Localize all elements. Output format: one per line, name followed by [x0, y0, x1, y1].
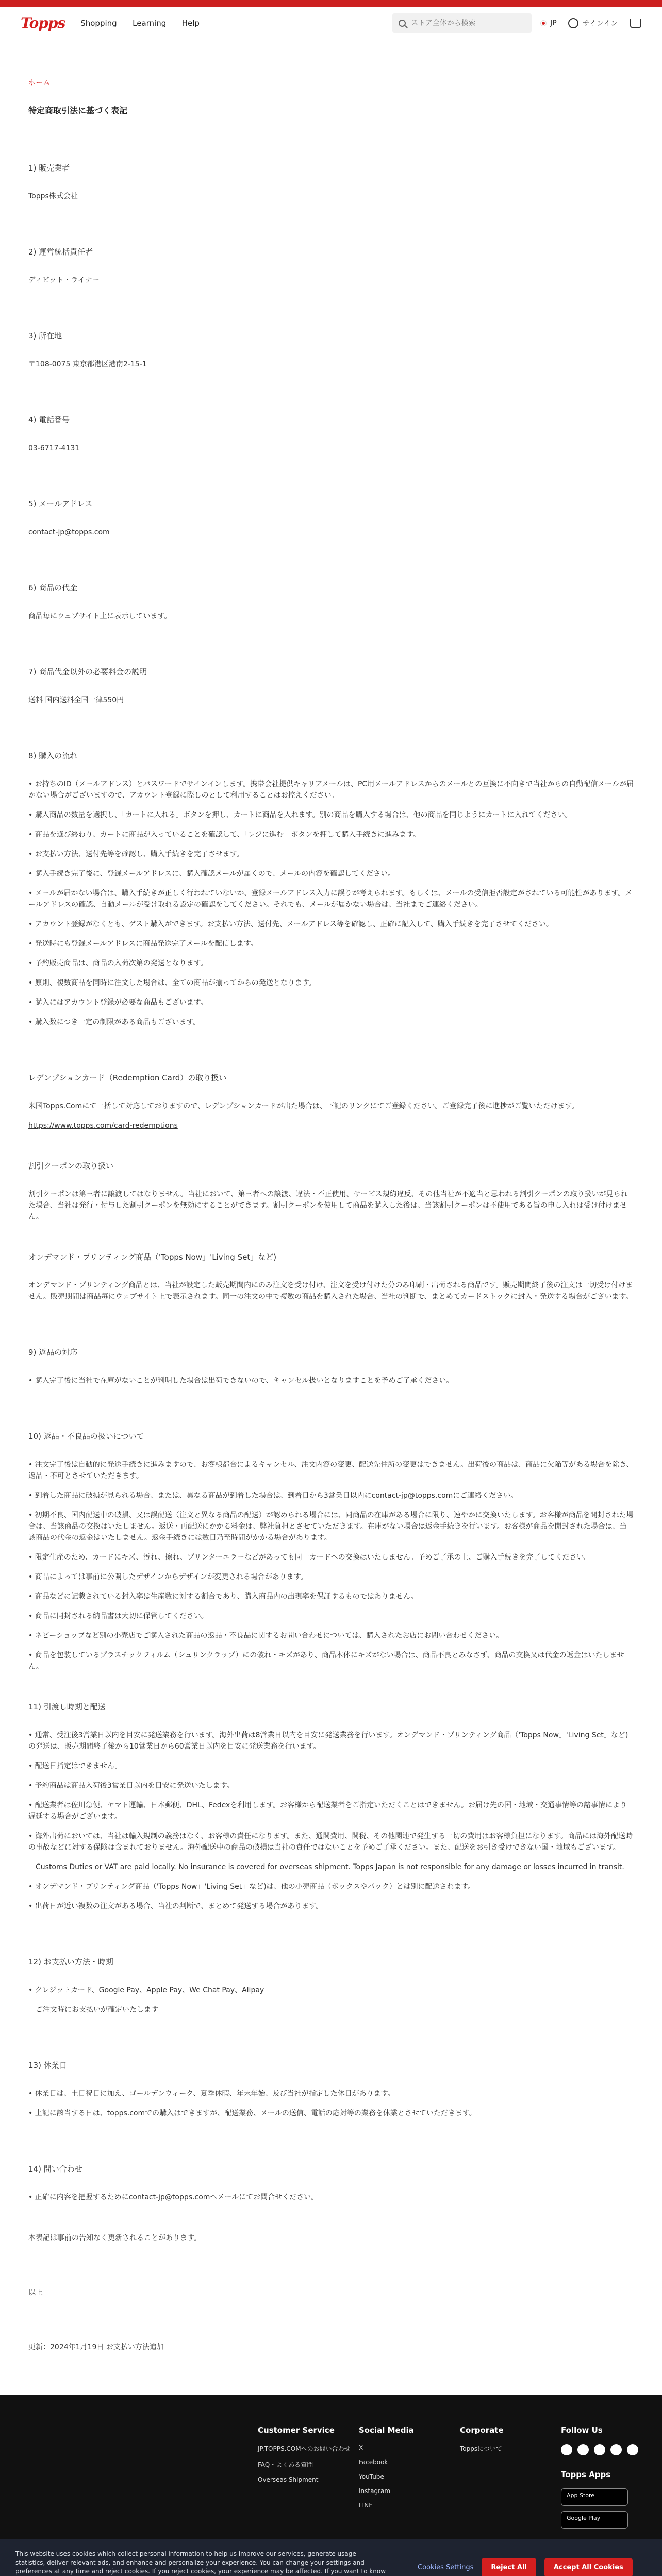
- section-heading: 1) 販売業者: [28, 163, 70, 173]
- end-mark: 以上: [28, 2289, 43, 2297]
- section-returns: [28, 1431, 634, 1672]
- section-body: オンデマンド・プリンティング商品とは、当社が設定した販売期間内にのみ注文を受け付け、注文を受け付けた分のみ印刷・出荷される商品です。販売期間終了後の注文は一切受け付けません。販売期間は商品毎にウェブサイト上で表示されます。同一の注文の中で複数の商品を購入された場合、当社の判断で、まとめてカードストックに封入・発送する場合がございます。: [28, 1281, 633, 1301]
- list-item: • 商品に同封される納品書は大切に保管してください。: [28, 1612, 208, 1620]
- search-input[interactable]: [411, 19, 519, 27]
- list-item: • クレジットカード、Google Pay、Apple Pay、We Chat Pay、Alipay: [28, 1986, 264, 1994]
- locale-label: JP: [550, 19, 557, 27]
- instagram-icon[interactable]: [594, 2444, 605, 2455]
- section-3: [28, 330, 634, 370]
- japan-flag-icon: [541, 21, 546, 26]
- section-delivery: [28, 1701, 634, 1912]
- list-item: • 購入数につき一定の制限がある商品もございます。: [28, 1018, 201, 1026]
- footer-social-media: Social Media X Facebook YouTube Instagram LINE: [359, 2426, 460, 2534]
- header: [0, 7, 662, 39]
- list-item: • 上記に該当する日は、topps.comでの購入はできますが、配送業務、メールの送信、電話の応対等の業務を休業とさせていただきます。: [28, 2109, 476, 2117]
- breadcrumb-home[interactable]: ホーム: [28, 79, 50, 87]
- section-heading: 11) 引渡し時期と配送: [28, 1702, 106, 1711]
- list-item: • 商品を包装しているプラスチックフィルム（シュリンクラップ）にの破れ・キズがあり、商品本体にキズがない場合は、商品不良とみなさず、商品の交換又は代金の返金はいたしません。: [28, 1651, 624, 1671]
- section-body: 03-6717-4131: [28, 444, 80, 452]
- app-store-badge[interactable]: App Store: [561, 2488, 628, 2506]
- main-nav: [80, 19, 213, 28]
- list-item: ご注文時にお支払いが確定いたします: [28, 2006, 158, 2014]
- footer-customer-service: Customer Service JP.TOPPS.COMへのお問い合わせ FAQ・よくある質問 Overseas Shipment: [258, 2426, 359, 2534]
- footer-link[interactable]: Overseas Shipment: [258, 2476, 319, 2483]
- section-4: [28, 414, 634, 454]
- list-item: • 限定生産のため、カードにキズ、汚れ、擦れ、プリンターエラーなどがあっても同一カードへの交換はいたしません。予めご了承の上、ご購入手続きを完了してください。: [28, 1553, 591, 1562]
- section-heading: 8) 購入の流れ: [28, 751, 78, 760]
- section-7: [28, 666, 634, 706]
- section-heading: 13) 休業日: [28, 2061, 67, 2070]
- section-heading: 12) お支払い方法・時期: [28, 1957, 113, 1967]
- search-icon: [399, 20, 406, 27]
- list-item: • お支払い方法、送付先等を確認し、購入手続きを完了させます。: [28, 850, 244, 858]
- section-contact: [28, 2163, 634, 2203]
- section-heading: 10) 返品・不良品の扱いについて: [28, 1432, 144, 1441]
- section-holiday: [28, 2060, 634, 2119]
- footer-link[interactable]: FAQ・よくある質問: [258, 2461, 313, 2468]
- footer-link-line[interactable]: LINE: [359, 2502, 373, 2509]
- list-item: • 通常、受注後3営業日以内を目安に発送業務を行います。海外出荷は8営業日以内を目安に発送業務を行います。オンデマンド・プリンティング商品（'Topps Now」'Living Set」など)の発送は、販売期間終了後から10営業日から60営業日以内を目安に発送業務を行います。: [28, 1731, 628, 1751]
- section-6: [28, 582, 634, 622]
- footer-follow: Follow Us Topps Apps App Store Google Play: [561, 2426, 662, 2534]
- section-heading: 3) 所在地: [28, 331, 62, 341]
- list-item: • 商品などに記載されている封入率は生産数に対する割合であり、購入商品内の出現率を保証するものではありません。: [28, 1592, 418, 1601]
- section-heading: オンデマンド・プリンティング商品（'Topps Now」'Living Set」など): [28, 1252, 277, 1262]
- footer-link[interactable]: Toppsについて: [460, 2445, 502, 2452]
- cookie-settings-button[interactable]: Cookies Settings: [418, 2563, 474, 2571]
- section-heading: 4) 電話番号: [28, 415, 70, 425]
- cookie-text: This website uses cookies which collect personal information to help us improve our services, generate usage statistics, deliver relevant ads, and enhance and personalize your experience. You can change your settings and preferences at any time and reject cookies. If you reject cookies, your experience may be affected. If you want to know: [15, 2550, 386, 2575]
- signin-link[interactable]: [568, 18, 618, 28]
- topps-logo[interactable]: Topps: [21, 14, 65, 31]
- search-box[interactable]: [392, 13, 532, 33]
- line-icon[interactable]: [627, 2444, 638, 2455]
- footer-link-x[interactable]: X: [359, 2444, 363, 2451]
- list-item: • 注文完了後は自動的に発送手続きに進みますので、お客様都合によるキャンセル、注文内容の変更、配送先住所の変更はできません。出荷後の商品は、商品に欠陥等がある場合を除き、返品・不可とさせていただきます。: [28, 1461, 634, 1480]
- section-body: ディビット・ライナー: [28, 276, 100, 284]
- section-redemption: [28, 1072, 634, 1131]
- nav-shopping[interactable]: Shopping: [80, 18, 117, 28]
- section-body: 米国Topps.Comにて一括して対応しておりますので、レデンプションカードが出た場合は、下記のリンクにてご登録ください。ご登録完了後に進捗がご覧いただけます。: [28, 1102, 579, 1110]
- section-heading: 割引クーポンの取り扱い: [28, 1161, 114, 1171]
- section-heading: 2) 運営統括責任者: [28, 247, 93, 257]
- list-item: • 購入商品の数量を選択し、「カートに入れる」ボタンを押し、カートに商品を入れます。別の商品を購入する場合は、他の商品を同じようにカートに入れてください。: [28, 811, 572, 819]
- list-item: • 配送日指定はできません。: [28, 1762, 122, 1770]
- list-item: • 配送業者は佐川急便、ヤマト運輸、日本郵便、DHL、Fedexを利用します。お客様から配送業者をご指定いただくことはできません。お届け先の国・地域・交通事情等の諸事情により遅延する場合がございます。: [28, 1801, 627, 1821]
- section-heading: 6) 商品の代金: [28, 583, 78, 592]
- section-2: [28, 246, 634, 286]
- section-purchase-flow: [28, 750, 634, 1028]
- section-body: • 購入完了後に当社で在庫がないことが判明した場合は出荷できないので、キャンセル扱いとなりますことを予めご了承ください。: [28, 1377, 454, 1385]
- list-item: • 原則、複数商品を同時に注文した場合は、全ての商品が揃ってからの発送となります。: [28, 979, 316, 987]
- section-heading: レデンプションカード（Redemption Card）の取り扱い: [28, 1073, 227, 1082]
- list-item: • 購入手続き完了後に、登録メールアドレスに、購入確認メールが届くので、メールの内容を確認してください。: [28, 870, 395, 878]
- signin-label: サインイン: [582, 19, 618, 28]
- section-5: [28, 498, 634, 538]
- section-body: contact-jp@topps.com: [28, 528, 110, 536]
- main-content: [0, 39, 662, 2353]
- nav-help[interactable]: Help: [181, 18, 200, 28]
- section-coupon: [28, 1160, 634, 1223]
- list-item: • 出荷日が近い複数の注文がある場合、当社の判断で、まとめて発送する場合があります。: [28, 1902, 323, 1910]
- list-item: • 発送時にも登録メールアドレスに商品発送完了メールを配信します。: [28, 940, 258, 948]
- list-item: • 購入にはアカウント登録が必要な商品もございます。: [28, 998, 208, 1007]
- section-body: 〒108-0075 東京都港区港南2-15-1: [28, 360, 147, 368]
- locale-switch[interactable]: [541, 19, 557, 27]
- footer: [0, 2395, 662, 2576]
- section-heading: 9) 返品の対応: [28, 1348, 78, 1357]
- facebook-icon[interactable]: [577, 2444, 589, 2455]
- list-item: • オンデマンド・プリンティング商品（'Topps Now」'Living Set」など)は、他の小売商品（ボックスやパック）とは別に配送されます。: [28, 1883, 475, 1891]
- list-item: • 正確に内容を把握するためにcontact-jp@topps.comへメールにてお問合せください。: [28, 2193, 319, 2201]
- section-ondemand: [28, 1251, 634, 1302]
- list-item: • 休業日は、土日祝日に加え、ゴールデンウィーク、夏季休暇、年末年始、及び当社が指定した休日があります。: [28, 2090, 395, 2098]
- section-heading: 5) メールアドレス: [28, 499, 93, 509]
- cookie-banner: [0, 2539, 662, 2576]
- section-heading: 14) 問い合わせ: [28, 2164, 82, 2174]
- youtube-icon[interactable]: [610, 2444, 622, 2455]
- list-item: • 予約商品は商品入荷後3営業日以内を目安に発送いたします。: [28, 1782, 234, 1790]
- section-cancel: [28, 1347, 634, 1386]
- user-icon: [568, 18, 578, 28]
- redemption-link[interactable]: https://www.topps.com/card-redemptions: [28, 1122, 178, 1130]
- list-item: • アカウント登録がなくとも、ゲスト購入ができます。お支払い方法、送付先、メールアドレス等を確認し、正確に記入して、購入手続きを完了させてください。: [28, 920, 553, 928]
- footer-link-instagram[interactable]: Instagram: [359, 2487, 391, 2495]
- update-notice: 本表記は事前の告知なく更新されることがあります。: [28, 2234, 201, 2242]
- list-item: • 初期不良、国内配送中の破損、又は誤配送（注文と異なる商品の配送）が認められる場合には、同商品の在庫がある場合に限り、速やかに交換いたします。お客様が商品を開封された場合は、当該商品の交換はいたしません。返送・再配送にかかる料金は、弊社負担とさせていただきます。在庫がない場合は返金手続きを行います。お客様が商品を開封された場合は、当該商品の代金の返金はいたしません。返金手続きには数日乃至時間がかかる場合があります。: [28, 1511, 634, 1542]
- footer-corporate: Corporate Toppsについて: [460, 2426, 561, 2534]
- list-item: • 商品によっては事前に公開したデザインからデザインが変更される場合があります。: [28, 1573, 308, 1581]
- reject-all-button[interactable]: Reject All: [482, 2558, 536, 2576]
- footer-link-youtube[interactable]: YouTube: [359, 2473, 384, 2480]
- x-icon[interactable]: [561, 2444, 572, 2455]
- footer-link-facebook[interactable]: Facebook: [359, 2459, 388, 2466]
- cart-icon[interactable]: [630, 19, 641, 28]
- page-title: 特定商取引法に基づく表記: [28, 106, 128, 115]
- nav-learning[interactable]: Learning: [133, 18, 167, 28]
- list-item: • 到着した商品に破損が見られる場合、または、異なる商品が到着した場合は、到着日から3営業日以内にcontact-jp@topps.comにご連絡ください。: [28, 1492, 518, 1500]
- section-body: 送料 国内送料全国一律550円: [28, 696, 124, 704]
- section-payment: [28, 1956, 634, 2015]
- list-item: • 商品を選び終わり、カートに商品が入っていることを確認して、「レジに進む」ボタンを押して購入手続きに進みます。: [28, 831, 420, 839]
- list-item: • メールが届かない場合は、購入手続きが正しく行われていないか、登録メールアドレス入力に誤りが考えられます。もしくは、メールの受信拒否設定がされている可能性があります。メールアドレスの確認、自動メールが受け取れる設定の確認をしてください。それでも、メールが届かない場合は、当社までご連絡ください。: [28, 889, 633, 909]
- section-1: [28, 162, 634, 202]
- google-play-badge[interactable]: Google Play: [561, 2511, 628, 2529]
- section-body: Topps株式会社: [28, 192, 78, 200]
- list-item: • 予約販売商品は、商品の入荷次第の発送となります。: [28, 959, 208, 968]
- list-item: • ネビーショップなど別の小売店でご購入された商品の返品・不良品に関するお問い合わせについては、購入されたお店にお問い合わせください。: [28, 1632, 504, 1640]
- section-heading: 7) 商品代金以外の必要料金の説明: [28, 667, 147, 676]
- list-item: Customs Duties or VAT are paid locally. No insurance is covered for overseas shipment. Topps Japan is not responsible for any damage or losses incurred in transit.: [28, 1863, 624, 1871]
- list-item: • 海外出荷においては、当社は輸入規制の義務はなく、お客様の責任になります。また、通関費用、関税、その他関連で発生する一切の費用はお客様負担になります。商品には海外配送時の事故などに対する保険は含まれておりません。海外配送中の商品の破損は当社の責任ではないことを予めご了承ください。また、配送をお引き受けできない国・地域もございます。: [28, 1832, 633, 1852]
- list-item: • お持ちのID（メールアドレス）とパスワードでサインインします。携帯会社提供キャリアメールは、PC用メールアドレスからのメールとの互換に不向きで当社からの自動配信メールが届かない場合がございますので、アカウント登録に際しのとして利用することはお控えください。: [28, 780, 634, 800]
- footer-link[interactable]: JP.TOPPS.COMへのお問い合わせ: [258, 2445, 351, 2452]
- top-accent-bar: [0, 0, 662, 7]
- section-body: 商品毎にウェブサイト上に表示しています。: [28, 612, 172, 620]
- accept-all-cookies-button[interactable]: Accept All Cookies: [544, 2558, 633, 2576]
- updated-date: 更新：2024年1月19日 お支払い方法追加: [28, 2343, 164, 2351]
- section-body: 割引クーポンは第三者に譲渡してはなりません。当社において、第三者への譲渡、違法・不正使用、サービス規約違反、その他当社が不適当と思われる割引クーポンの取り扱いが見られた場合、当社は発行・付与した割引クーポンを無効にすることができます。割引クーポンを使用して商品を購入した後は、当該割引クーポンは不使用である旨の申し入れは受け付けません。: [28, 1190, 628, 1221]
